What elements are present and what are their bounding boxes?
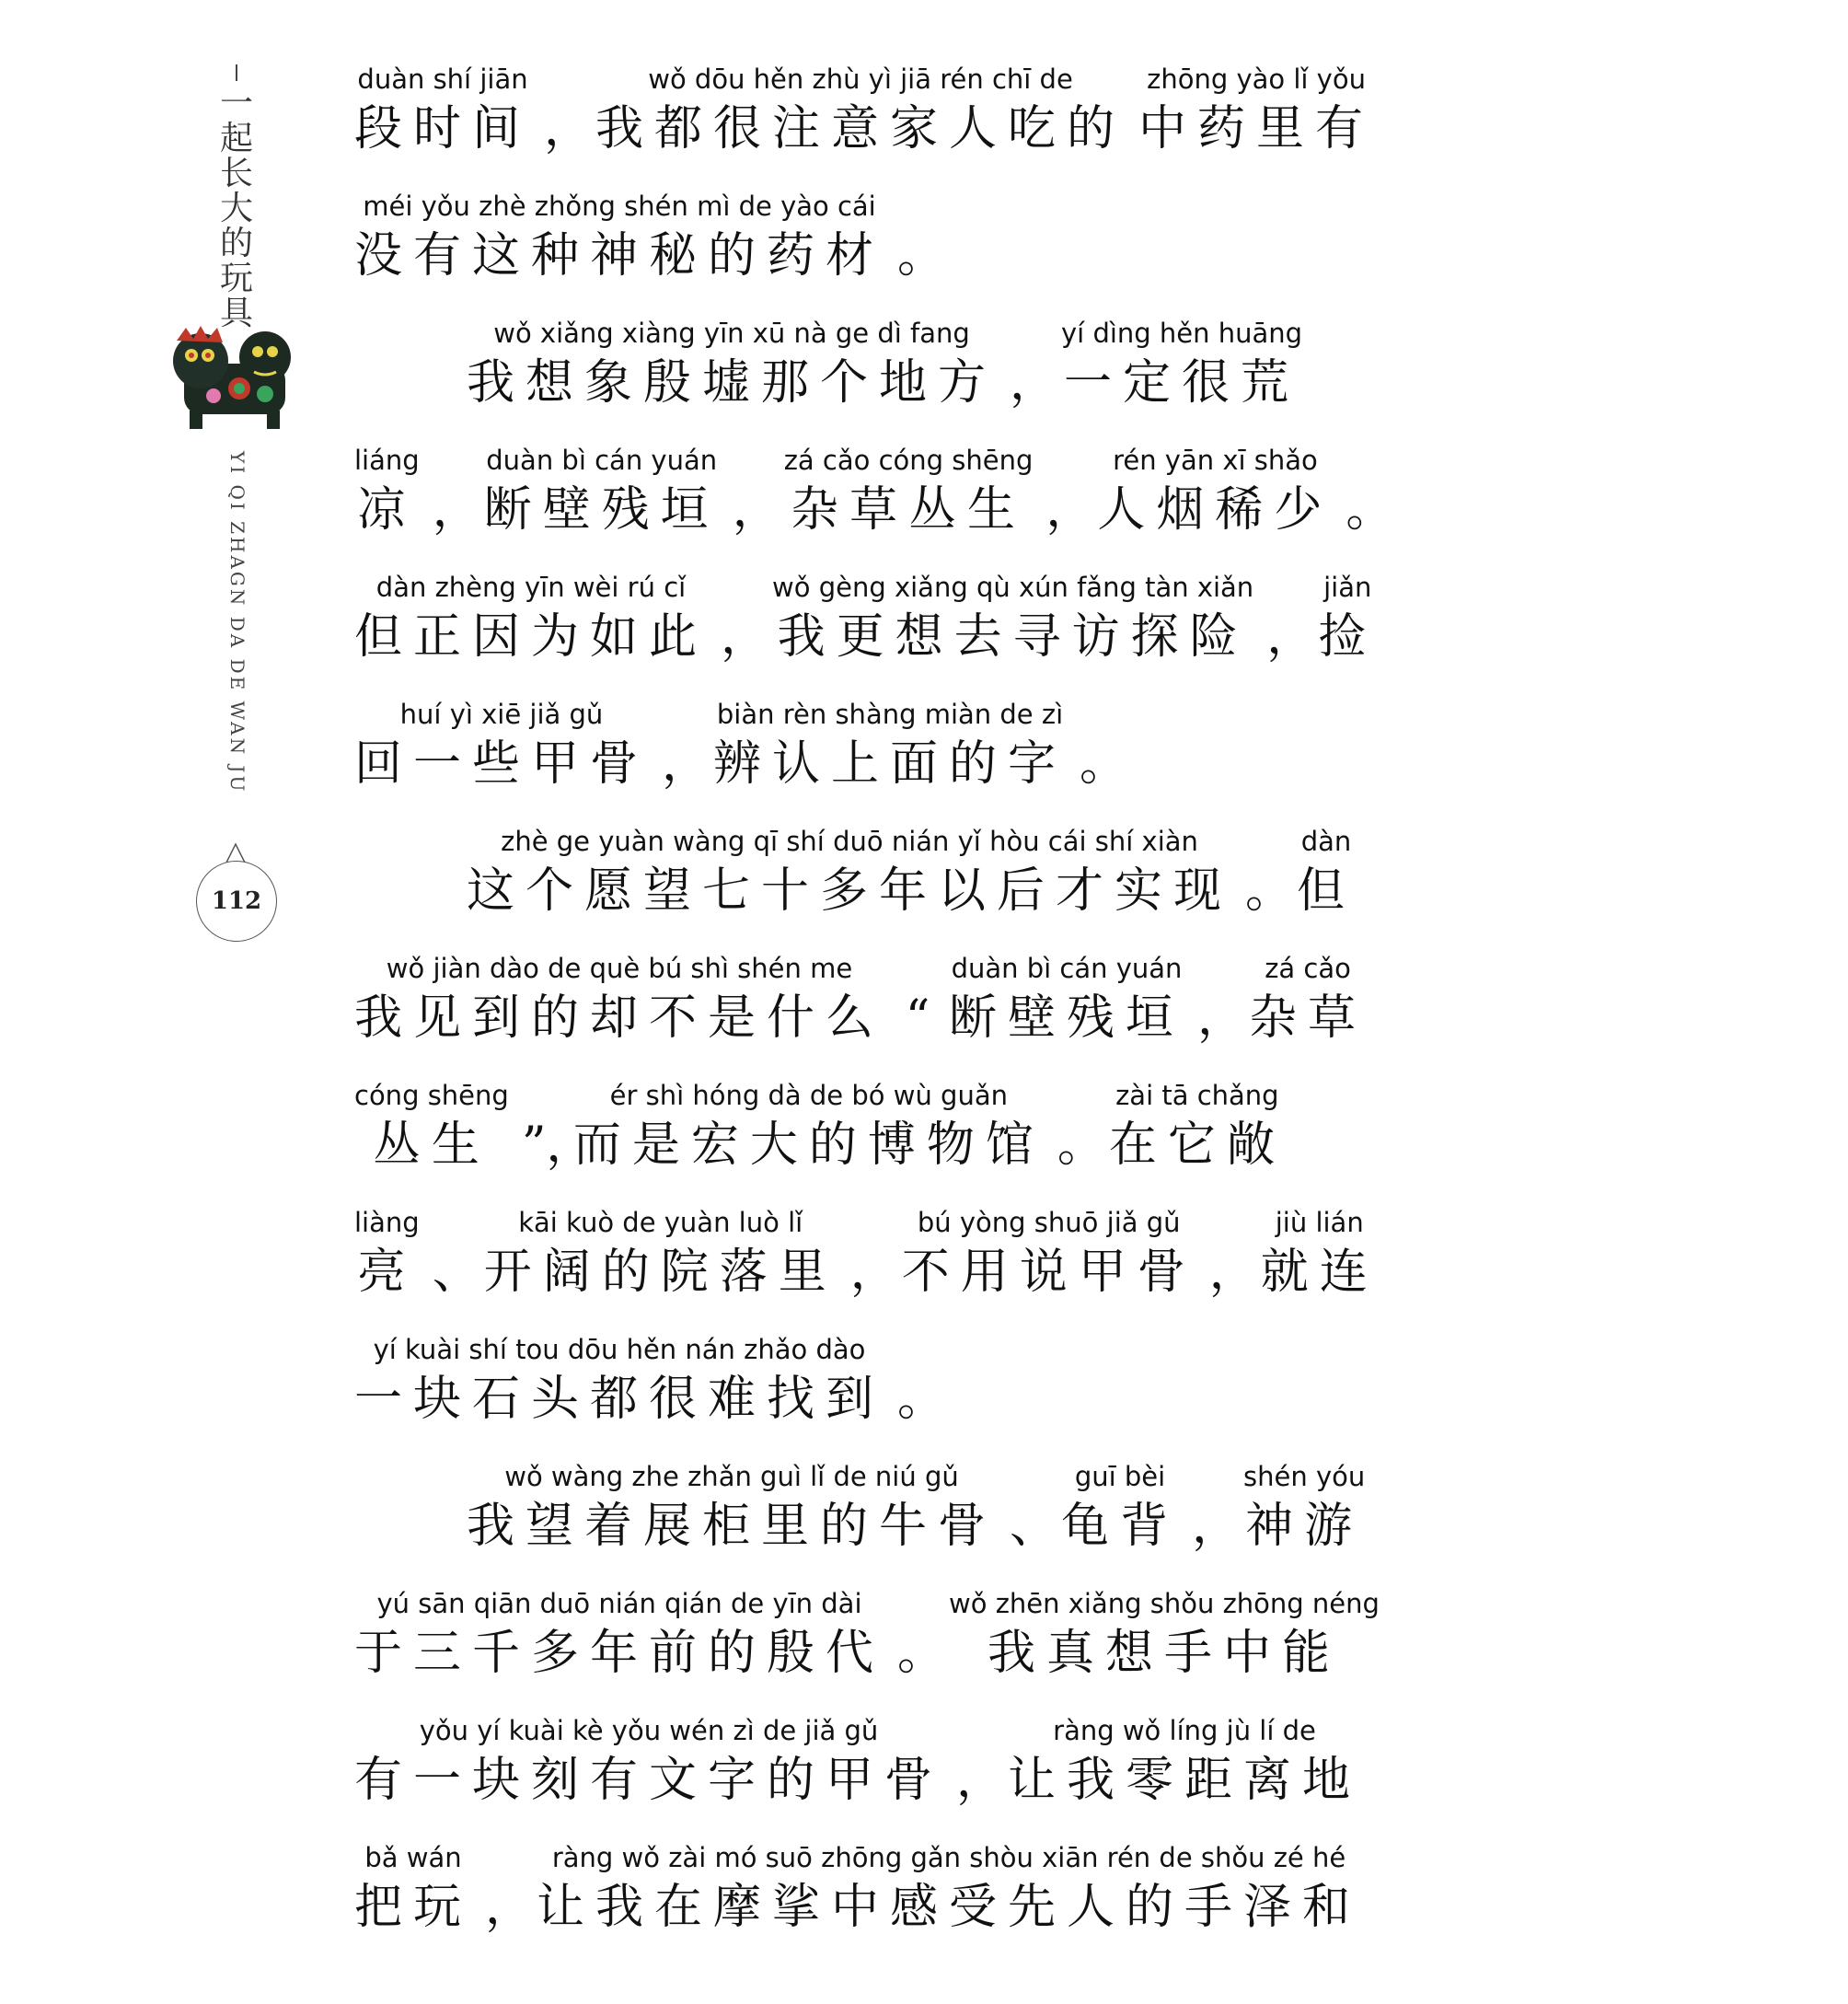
chinese-text: 断壁残垣 [949,990,1185,1046]
chinese-text: 于三千多年前的殷代 [354,1626,885,1681]
pinyin-text-body [354,63,1496,1968]
text-line [354,571,1496,698]
punctuation-mark: ， [721,609,769,665]
word-group [1261,1206,1379,1300]
chinese-text: 凉 [357,482,417,538]
punctuation-mark: 。 [1080,736,1128,792]
romanized-title-text: YI QI ZHAGN DA DE WAN JU [226,451,248,794]
chinese-text: 辨认上面的字 [713,736,1068,792]
chinese-text: 让我在摩挲中感受先人的手泽和 [537,1880,1362,1935]
pinyin-annotation: shén yóu [1243,1461,1366,1492]
pinyin-annotation: yí kuài shí tou dōu hěn nán zhǎo dào [373,1334,866,1365]
punctuation-mark: ， [485,1880,534,1935]
word-group [484,444,720,538]
pinyin-annotation: wǒ jiàn dào de què bú shì shén me [386,953,853,984]
word-group [902,1206,1196,1300]
chinese-text: 断壁残垣 [483,482,720,538]
word-group [949,1587,1380,1681]
pinyin-annotation: liáng [354,445,420,476]
word-group [573,1079,1045,1173]
book-title-romanized [226,451,254,801]
chinese-text: 捡 [1318,609,1378,665]
text-line [354,825,1496,952]
pinyin-annotation: yǒu yí kuài kè yǒu wén zì de jiǎ gǔ [419,1715,879,1746]
word-group [354,1206,420,1300]
word-group [484,1206,837,1300]
punctuation-mark: 。 [1245,863,1294,919]
chinese-text: 龟背 [1061,1499,1180,1554]
pinyin-annotation: yí dìng hěn huāng [1061,318,1303,349]
pinyin-annotation: dàn [1300,826,1352,857]
chinese-text: 有一块刻有文字的甲骨 [354,1753,944,1808]
pinyin-annotation: méi yǒu zhè zhǒng shén mì de yào cái [363,191,876,222]
chinese-text: 没有这种神秘的药材 [354,228,885,284]
punctuation-mark: ， [544,101,593,156]
punctuation-mark: ， [956,1753,1005,1808]
chinese-text: 而是宏大的博物馆 [572,1118,1045,1173]
punctuation-mark: ， [1010,355,1058,411]
word-group [1097,444,1333,538]
chinese-text: 中药里有 [1138,101,1375,156]
word-group [354,1079,509,1173]
text-line [354,1714,1496,1841]
chinese-text: 我望着展柜里的牛骨 [467,1499,998,1554]
pinyin-annotation: zá cǎo [1265,953,1351,984]
punctuation-mark: 。 [897,1372,946,1427]
book-title-vertical [214,64,260,331]
chinese-text: 亮 [357,1245,417,1300]
chinese-text: 在它敞 [1108,1118,1286,1173]
text-line [354,1587,1496,1714]
pinyin-annotation: zhōng yào lǐ yǒu [1147,64,1366,95]
punctuation-mark: ， [662,736,710,792]
word-group [354,952,884,1046]
pinyin-annotation: dàn zhèng yīn wèi rú cǐ [375,572,687,603]
punctuation-mark: ， [1197,990,1246,1046]
title-char: 大 [219,190,253,227]
pinyin-annotation: wǒ gèng xiǎng qù xún fǎng tàn xiǎn [772,572,1254,603]
punctuation-mark: 。 [1057,1118,1105,1173]
word-group [467,317,997,411]
text-line [354,1333,1496,1460]
pinyin-annotation: wǒ zhēn xiǎng shǒu zhōng néng [949,1588,1380,1619]
punctuation-mark: ， [1045,482,1094,538]
chinese-text: 杂草 [1249,990,1368,1046]
chinese-text: 但 [1297,863,1357,919]
chinese-text: 不用说甲骨 [901,1245,1196,1300]
pinyin-annotation: wǒ xiǎng xiàng yīn xū nà ge dì fang [493,318,970,349]
punctuation-mark: 。 [897,1626,946,1681]
pinyin-annotation: jiù lián [1275,1207,1364,1238]
word-group [354,63,531,156]
title-char: 具 [219,295,253,332]
pinyin-annotation: duàn bì cán yuán [486,445,718,476]
pinyin-annotation: huí yì xiē jiǎ gǔ [399,699,604,730]
pinyin-annotation: wǒ dōu hěn zhù yì jiā rén chī de [648,64,1073,95]
chinese-text: 丛生 [372,1118,491,1173]
page-number: 112 [211,887,262,915]
text-line [354,444,1496,571]
word-group [354,190,884,284]
word-group [1138,63,1374,156]
word-group [354,1587,884,1681]
punctuation-mark: ， [849,1245,898,1300]
word-group [467,1460,997,1554]
chinese-text: 我更想去寻访探险 [777,609,1249,665]
chinese-text: 神游 [1245,1499,1364,1554]
word-group [1061,1460,1179,1554]
title-tick-mark [236,64,237,81]
page-number-badge [196,861,277,942]
punctuation-mark: “ [905,990,930,1046]
text-line [354,317,1496,444]
word-group [1061,317,1302,411]
text-line [354,952,1496,1079]
word-group [354,1333,884,1427]
chinese-text: 段时间 [354,101,532,156]
word-group [1008,1714,1361,1808]
punctuation-mark: ， [732,482,780,538]
chinese-text: 人烟稀少 [1097,482,1334,538]
word-group [354,698,649,792]
punctuation-mark: ， [1266,609,1315,665]
word-group [1249,952,1367,1046]
word-group [713,698,1067,792]
text-line [354,1460,1496,1587]
pinyin-annotation: jiǎn [1323,572,1372,603]
word-group [949,952,1184,1046]
punctuation-mark: 。 [1346,482,1394,538]
chinese-text: 开阔的院落里 [483,1245,837,1300]
chinese-text: 我见到的却不是什么 [354,990,885,1046]
pinyin-annotation: cóng shēng [354,1080,509,1111]
word-group [772,571,1253,665]
word-group [467,825,1232,919]
badge-notch-icon [225,842,246,863]
word-group [595,63,1126,156]
pinyin-annotation: wǒ wàng zhe zhǎn guì lǐ de niú gǔ [504,1461,959,1492]
pinyin-annotation: biàn rèn shàng miàn de zì [716,699,1064,730]
punctuation-mark: 、 [1010,1499,1058,1554]
text-line [354,1079,1496,1206]
chinese-text: 就连 [1260,1245,1379,1300]
word-group [537,1841,1361,1935]
punctuation-mark: ， [1208,1245,1257,1300]
punctuation-mark: ， [1192,1499,1241,1554]
word-group [354,1714,943,1808]
pinyin-annotation: bú yòng shuō jiǎ gǔ [917,1207,1181,1238]
pinyin-annotation: kāi kuò de yuàn luò lǐ [518,1207,803,1238]
title-char: 一 [219,85,253,122]
pinyin-annotation: guī bèi [1074,1461,1166,1492]
chinese-text: 一块石头都很难找到 [354,1372,885,1427]
pinyin-annotation: ràng wǒ zài mó suō zhōng gǎn shòu xiān rén de shǒu zé hé [551,1842,1346,1873]
title-char: 长 [219,155,253,192]
chinese-text: 杂草丛生 [791,482,1027,538]
word-group [1243,1460,1365,1554]
word-group [1318,571,1377,665]
pinyin-annotation: ràng wǒ líng jù lí de [1053,1715,1316,1746]
punctuation-mark: 、 [432,1245,480,1300]
text-line [354,1841,1496,1968]
chinese-text: 让我零距离地 [1008,1753,1362,1808]
chinese-text: 但正因为如此 [354,609,709,665]
text-line [354,698,1496,825]
word-group [1109,1079,1286,1173]
pinyin-annotation: duàn shí jiān [357,64,528,95]
chinese-text: 我都很注意家人吃的 [595,101,1126,156]
punctuation-mark: 。 [897,228,946,284]
word-group [354,571,708,665]
chinese-text: 一定很荒 [1064,355,1300,411]
pinyin-annotation: liàng [354,1207,420,1238]
word-group [354,1841,472,1935]
punctuation-mark: ”， [521,1118,595,1173]
punctuation-mark: ， [432,482,480,538]
title-char: 起 [219,120,253,157]
pinyin-annotation: zhè ge yuàn wàng qī shí duō nián yǐ hòu cái shí xiàn [501,826,1198,857]
title-char: 玩 [219,260,253,297]
text-line [354,63,1496,190]
text-line [354,1206,1496,1333]
chinese-text: 我真想手中能 [987,1626,1341,1681]
pinyin-annotation: duàn bì cán yuán [951,953,1183,984]
title-char: 的 [219,225,253,262]
pinyin-annotation: zá cǎo cóng shēng [783,445,1034,476]
pinyin-annotation: zài tā chǎng [1115,1080,1279,1111]
chinese-text: 回一些甲骨 [354,736,650,792]
word-group [1297,825,1356,919]
pinyin-annotation: yú sān qiān duō nián qián de yīn dài [376,1588,862,1619]
chinese-text: 这个愿望七十多年以后才实现 [467,863,1233,919]
pinyin-annotation: rén yān xī shǎo [1113,445,1318,476]
word-group [354,444,420,538]
chinese-text: 我想象殷墟那个地方 [467,355,998,411]
text-line [354,190,1496,317]
word-group [784,444,1034,538]
pinyin-annotation: bǎ wán [364,1842,462,1873]
chinese-text: 把玩 [354,1880,473,1935]
clay-tiger-toy-icon [166,322,304,433]
pinyin-annotation: ér shì hóng dà de bó wù guǎn [609,1080,1008,1111]
